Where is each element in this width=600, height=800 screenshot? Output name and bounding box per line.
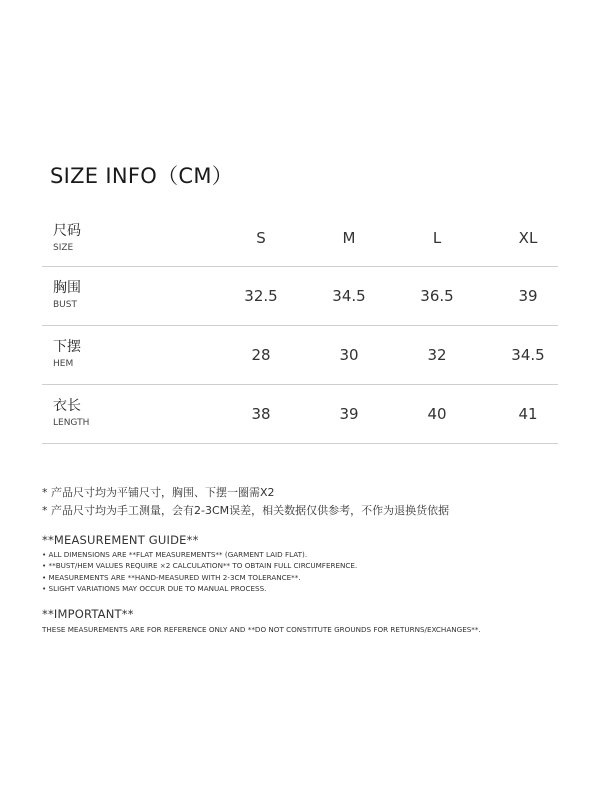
size-table [42,210,558,444]
page-title: SIZE INFO（CM） [50,164,234,188]
important-text: THESE MEASUREMENTS ARE FOR REFERENCE ONLY AND **DO NOT CONSTITUTE GROUNDS FOR RETURNS/EXCHANGES**. [42,625,481,634]
table-cell: 36.5 [420,287,454,305]
label-cn: 胸围 [53,280,81,296]
size-header-m: M [342,229,356,247]
guide-item: • MEASUREMENTS ARE **HAND-MEASURED WITH 2-3CM TOLERANCE**. [42,572,301,582]
table-header-row [42,210,558,267]
table-row-hem [42,326,558,385]
size-header-xl: XL [518,229,538,247]
guide-item: • **BUST/HEM VALUES REQUIRE ×2 CALCULATION** TO OBTAIN FULL CIRCUMFERENCE. [42,561,358,571]
important-title: **IMPORTANT** [42,607,134,621]
table-row-bust [42,267,558,326]
row-label [53,338,81,370]
guide-item: • ALL DIMENSIONS ARE **FLAT MEASUREMENTS** (GARMENT LAID FLAT). [42,550,308,559]
note-line: * 产品尺寸均为平铺尺寸，胸围、下摆一圈需X2 [42,486,275,499]
label-en: SIZE [53,243,74,253]
row-label [53,222,81,254]
table-cell: 32.5 [244,287,278,305]
table-row-length [42,385,558,444]
table-cell: 39 [339,405,359,423]
label-en: LENGTH [53,418,90,428]
table-cell: 28 [251,346,271,364]
table-cell: 41 [518,405,538,423]
guide-item: • SLIGHT VARIATIONS MAY OCCUR DUE TO MANUAL PROCESS. [42,584,267,594]
label-cn: 衣长 [53,398,81,414]
table-cell: 32 [427,346,447,364]
table-cell: 34.5 [332,287,366,305]
measurement-guide-title: **MEASUREMENT GUIDE** [42,533,199,547]
table-cell: 34.5 [511,346,545,364]
note-line: * 产品尺寸均为手工测量，会有2-3CM误差，相关数据仅供参考，不作为退换货依据 [42,504,450,517]
label-cn: 尺码 [53,223,81,239]
label-en: HEM [53,359,74,369]
table-cell: 40 [427,405,447,423]
label-cn: 下摆 [53,339,81,355]
size-header-l: L [432,229,442,247]
row-label [53,397,89,429]
table-cell: 38 [251,405,271,423]
label-en: BUST [53,300,77,310]
size-header-s: S [256,229,266,247]
measurement-guide-list [42,549,357,595]
table-cell: 30 [339,346,359,364]
notes-cn [42,484,449,520]
row-label [53,279,81,311]
table-cell: 39 [518,287,538,305]
